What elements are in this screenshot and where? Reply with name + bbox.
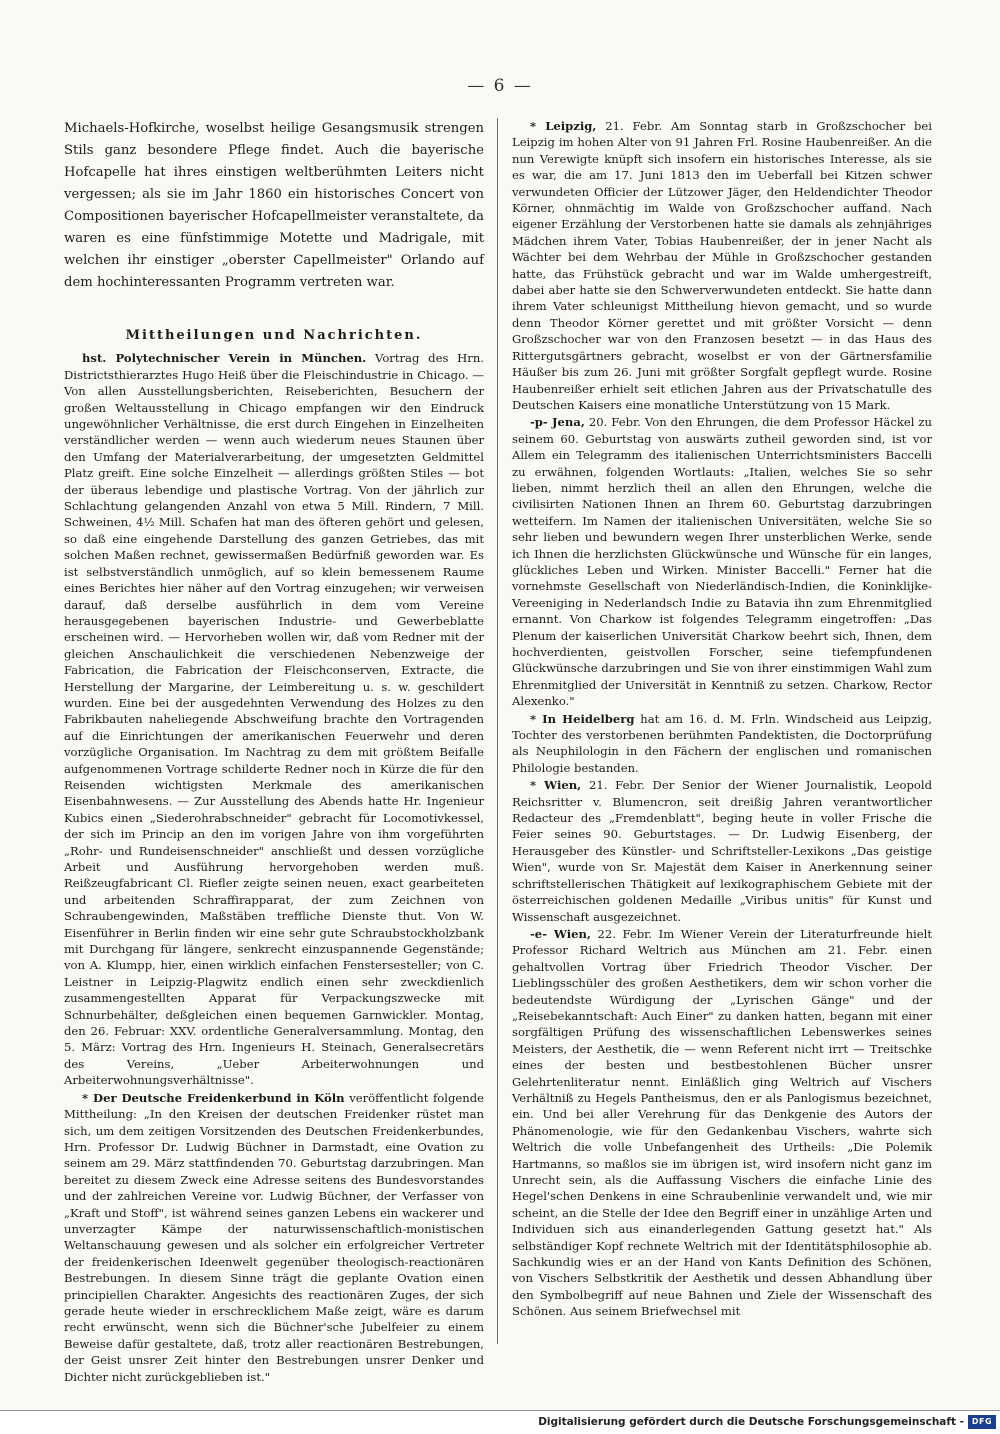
news-item-lead: hst. Polytechnischer Verein in München.	[82, 351, 367, 366]
news-item-freidenkerbund	[64, 1090, 484, 1385]
news-item-wien-blumencron	[512, 777, 932, 925]
news-item-text: hat am 16. d. M. Frln. Windscheid aus Leipzig, Tochter des verstorbenen berühmten Pandektisten, die Doctorprüfung als Neuphilologin in den Fächern der englischen und romanischen Philologie bestanden.	[512, 711, 932, 775]
news-item-text: 22. Febr. Im Wiener Verein der Literaturfreunde hielt Professor Richard Weltrich aus München am 21. Febr. einen gehaltvollen Vortrag über Friedrich Theodor Vischer. Der Lieblingsschüler des großen Aesthetikers, dem wir schon vorher die bedeutendste Würdigung der „Lyrischen Gänge" und der „Reisebekanntschaft: Auch Einer" zu danken hatten, begann mit einer sorgfältigen Prüfung des wissenschaftlichen Lebenswerkes seines Meisters, der Aesthetik, die — wenn Referent nicht irrt — Treitschke eines der besten und bestbestohlenen Bücher unsrer Gelehrtenliteratur nennt. Einläßlich ging Weltrich auf Vischers Verhältniß zu Hegels Pantheismus, den er als Panlogismus bezeichnet, ein. Und bei aller Verehrung für das Denkgenie des Autors der Phänomenologie, wie für den Gedankenbau Vischers, wahrte sich Weltrich die volle Unbefangenheit des Urtheils: „Die Polemik Hartmanns, so maßlos sie im übrigen ist, wird insofern nicht ganz im Unrecht sein, als die Auffassung Vischers die einfache Linie des Hegel'schen Denkens in eine Schraubenlinie verwandelt und, wie mir scheint, an die Stelle der Idee den Begriff einer in unzählige Arten und Individuen sich aus einanderlegenden Gattung gesetzt hat." Als selbständiger Kopf rechnete Weltrich mit der Identitätsphilosophie ab. Sachkundig wies er an der Hand von Kants Definition des Schönen, von Vischers Selbstkritik der Aesthetik und dessen Abhandlung über den Symbolbegriff auf neue Bahnen und Ziele der Wissenschaft des Schönen. Aus seinem Briefwechsel mit	[512, 926, 932, 1319]
news-item-lead: * Wien,	[530, 778, 582, 793]
news-item-polytechnic	[64, 350, 484, 1088]
news-item-text: 21. Febr. Der Senior der Wiener Journalistik, Leopold Reichsritter v. Blumencron, seit dreißig Jahren verantwortlicher Redacteur des „Fremdenblatt", beging heute in voller Frische die Feier seines 90. Geburtstages. — Dr. Ludwig Eisenberg, der Herausgeber des Künstler- und Schriftsteller-Lexikons „Das geistige Wien", wurde von Sr. Majestät dem Kaiser in Anerkennung seiner schriftstellerischen Thätigkeit auf lexikographischem Gebiete mit der österreichischen goldenen Medaille „Viribus unitis" für Kunst und Wissenschaft ausgezeichnet.	[512, 778, 932, 924]
dfg-logo-icon: DFG	[968, 1415, 996, 1429]
news-item-lead: * Leipzig,	[530, 119, 597, 133]
news-item-text: veröffentlicht folgende Mittheilung: „In den Kreisen der deutschen Freidenker rüstet man sich, um dem zeitigen Vorsitzenden des Deutschen Freidenkerbundes, Hrn. Professor Dr. Ludwig Büchner in Darmstadt, eine Ovation zu seinem am 29. März stattfindenden 70. Geburtstag darzubringen. Man bereitet zu diesem Zweck eine Adresse seitens des Bundesvorstandes und der zahlreichen Vereine vor. Ludwig Büchner, der Verfasser von „Kraft und Stoff", ist während seines ganzen Lebens ein wackerer und unverzagter Kämpe der naturwissenschaftlich-monistischen Weltanschauung gewesen und als solcher ein erfolgreicher Vertreter der freidenkerischen Ideenwelt gegenüber theologisch-reactionären Bestrebungen. In diesem Sinne trägt die geplante Ovation einen principiellen Charakter. Angesichts des reactionären Zuges, der sich gerade heute wieder in erschrecklichem Maße zeigt, wäre es darum recht erwünscht, wenn sich die Büchner'sche Jubelfeier zu einem Beweise dafür gestaltete, daß, trotz aller reactionären Bestrebungen, der Geist unsrer Zeit hinter den Bestrebungen unsrer Denker und Dichter nicht zurückgeblieben ist."	[64, 1090, 484, 1384]
news-item-text: Vortrag des Hrn. Districtsthierarztes Hugo Heiß über die Fleischindustrie in Chicago. — Von allen Ausstellungsberichten, Reiseberichten, Besuchern der großen Weltausstellung in Chicago empfangen wir den Eindruck ungewöhnlicher Verhältnisse, die erst durch Eingehen in Einzelheiten verständlicher werden — wenn auch wiederum neues Staunen über den Umfang der Materialverarbeitung, der umgesetzten Geldmittel Platz greift. Eine solche Einzelheit — allerdings größten Stiles — bot der überaus lebendige und plastische Vortrag. Von der jährlich zur Schlachtung gelangenden Anzahl von etwa 5 Mill. Rindern, 7 Mill. Schweinen, 4½ Mill. Schafen hat man des öfteren gehört und gelesen, so daß eine eingehende Darstellung des ganzen Getriebes, das mit solchen Maßen rechnet, gewissermaßen Bedürfniß geworden war. Es ist selbstverständlich unmöglich, auf so klein bemessenem Raume eines Berichtes hier näher auf den Vortrag einzugehen; wir verweisen darauf, daß derselbe ausführlich in dem vom Vereine herausgegebenen bayerischen Industrie- und Gewerbeblatte erscheinen wird. — Hervorheben wollen wir, daß vom Redner mit der gleichen Anschaulichkeit die verschiedenen Nebenzweige der Fabrication, die Fabrication der Fleischconserven, Extracte, die Herstellung der Margarine, der Leimbereitung u. s. w. geschildert wurden. Eine bei der ausgedehnten Verwendung des Holzes zu den Fabrikbauten naheliegende Abschweifung brachte den Vortragenden auf die Einrichtungen der amerikanischen Feuerwehr und deren vorzügliche Organisation. Im Nachtrag zu dem mit größtem Beifalle aufgenommenen Vortrage schilderte Redner noch in Kürze die für den Reisenden wichtigsten Merkmale des amerikanischen Eisenbahnwesens. — Zur Ausstellung des Abends hatte Hr. Ingenieur Kubics einen „Siederohrabschneider" gebracht für Locomotivkessel, der sich im Princip an den im vorigen Jahre von ihm vorgeführten „Rohr- und Rundeisenschneider" anschließt und dessen vorzügliche Arbeit und Ausführung hervorgehoben werden muß. Reißzeugfabricant Cl. Riefler zeigte seinen neuen, exact gearbeiteten und arbeitenden Schraffirapparat, der zum Zeichnen von Schraubengewinden, Maßstäben treffliche Dienste thut. Von W. Eisenführer in Berlin finden wir eine sehr gute Schraubstockholzbank mit Durchgang für längere, senkrecht einzuspannende Gegenstände; von A. Klumpp, hier, einen wirklich einfachen Fenstersesteller; von C. Leistner in Leipzig-Plagwitz endlich einen sehr zweckdienlich zusammengestellten Apparat für Verpackungszwecke mit Schnurbehälter, deßgleichen einen bequemen Garnwickler. Montag, den 26. Februar: XXV. ordentliche Generalversammlung. Montag, den 5. März: Vortrag des Hrn. Ingenieurs H. Steinach, Generalsecretärs des Vereins, „Ueber Arbeiterwohnungen und Arbeiterwohnungsverhältnisse".	[64, 351, 484, 1088]
news-item-leipzig	[512, 118, 932, 413]
digitization-footer	[0, 1410, 1000, 1434]
page-number: — 6 —	[467, 76, 533, 96]
news-item-lead: -e- Wien,	[530, 926, 591, 941]
news-item-lead: * Der Deutsche Freidenkerbund in Köln	[82, 1090, 345, 1105]
news-item-text: 20. Febr. Von den Ehrungen, die dem Professor Häckel zu seinem 60. Geburtstag von auswärts zutheil geworden sind, ist vor Allem ein Telegramm des italienischen Unterrichtsministers Baccelli zu erwähnen, folgenden Wortlauts: „Italien, welches Sie so sehr lieben, nimmt herzlich theil an allen den Ehrungen, welche die civilisirten Nationen Ihnen an Ihrem 60. Geburtstag darzubringen wetteifern. Im Namen der italienischen Universitäten, welche Sie so sehr lieben und bewundern wegen Ihrer unsterblichen Werke, sende ich Ihnen die herzlichsten Glückwünsche und Wünsche für ein langes, glückliches Leben und Wirken. Minister Baccelli." Ferner hat die vornehmste Gesellschaft von Niederländisch-Indien, die Koninklijke-Vereeniging in Nederlandsch Indie zu Batavia ihn zum Ehrenmitglied ernannt. Von Charkow ist folgendes Telegramm eingetroffen: „Das Plenum der kaiserlichen Universität Charkow beehrt sich, Ihnen, dem hochverdienten, geistvollen Forscher, seine tiefempfundenen Glückwünsche darzubringen und Sie von ihrer einstimmigen Wahl zum Ehrenmitglied der Universität in Kenntniß zu setzen. Charkow, Rector Alexenko."	[512, 415, 932, 709]
section-heading: Mittheilungen und Nachrichten.	[125, 328, 423, 343]
news-item-lead: * In Heidelberg	[530, 711, 635, 726]
news-item-lead: -p- Jena,	[530, 415, 585, 430]
news-item-jena	[512, 414, 932, 709]
intro-paragraph: Michaels-Hofkirche, woselbst heilige Gesangsmusik strengen Stils ganz besondere Pflege findet. Auch die bayerische Hofcapelle hat ihres einstigen weltberühmten Leiters nicht vergessen; als sie im Jahr 1860 ein historisches Concert von Compositionen bayerischer Hofcapellmeister veranstaltete, da waren es eine fünfstimmige Motette und Madrigale, mit welchen ihr einstiger „oberster Capellmeister" Orlando auf dem hochinteressanten Programm vertreten war.	[64, 121, 484, 290]
right-column	[512, 118, 932, 1344]
left-column	[64, 118, 484, 1384]
news-item-text: 21. Febr. Am Sonntag starb in Großzschocher bei Leipzig im hohen Alter von 91 Jahren Frl. Rosine Haubenreißer. An die nun Verewigte knüpft sich insofern ein historisches Interesse, als sie es war, die am 17. Juni 1813 den im Ueberfall bei Kitzen schwer verwundeten Officier der Lützower Jäger, den Heldendichter Theodor Körner, ohnmächtig im Walde von Großzschocher auffand. Nach eigener Erzählung der Verstorbenen hatte sie damals als zehnjähriges Mädchen ihrem Vater, Tobias Haubenreißer, der in jener Nacht als Wächter bei dem Wehrbau der Mühle in Großzschocher gestanden hatte, das Frühstück gebracht und war im Walde umhergestreift, dabei aber hatte sie den Schwerverwundeten entdeckt. Sie hatte dann ihrem Vater schleunigst Mittheilung hievon gemacht, und so wurde denn Theodor Körner gerettet und mit größter Vorsicht — denn Großzschocher war von den Franzosen besetzt — in das Haus des Rittergutsgärtners gebracht, woselbst er von der Gärtnersfamilie Häußer bis zum 26. Juni mit größter Sorgfalt gepflegt wurde. Rosine Haubenreißer erhielt seit etlichen Jahren aus der Privatschatulle des Deutschen Kaisers eine monatliche Unterstützung von 15 Mark.	[512, 119, 932, 412]
footer-credit: Digitalisierung gefördert durch die Deutsche Forschungsgemeinschaft -	[538, 1416, 964, 1428]
news-item-wien-weltrich	[512, 926, 932, 1320]
column-divider	[497, 118, 498, 1344]
news-item-heidelberg	[512, 711, 932, 777]
